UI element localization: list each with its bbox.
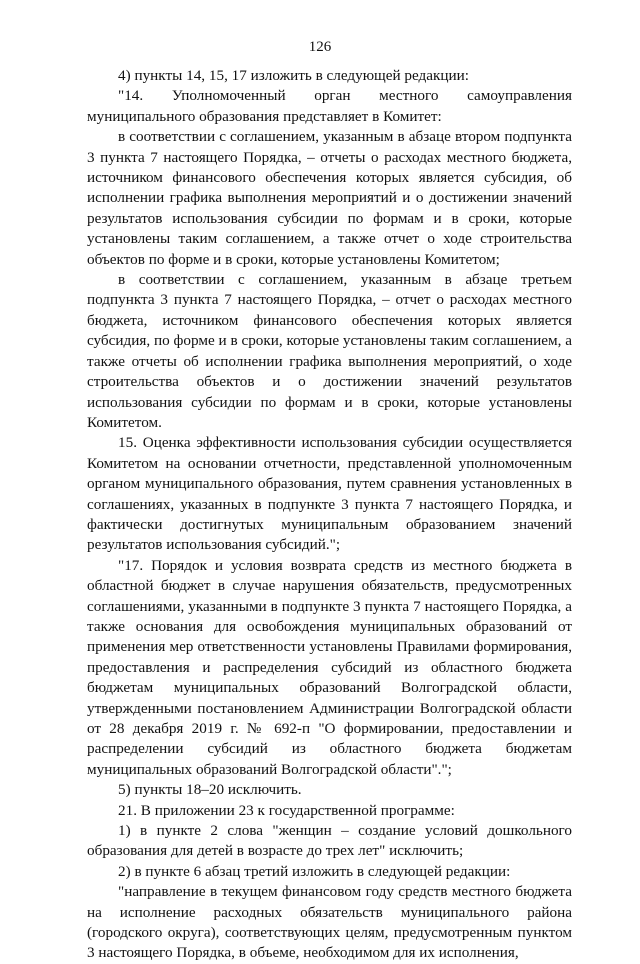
paragraph-subitem-2: 2) в пункте 6 абзац третий изложить в следующей редакции:	[118, 862, 511, 880]
paragraph-subitem-1: 1) в пункте 2 слова "женщин – создание условий дошкольного образования для детей в возрасте до трех лет" исключить;	[87, 822, 572, 860]
paragraph-point-14-intro: "14. Уполномоченный орган местного самоуправления муниципального образования представляет в Комитет:	[87, 87, 572, 125]
document-body	[87, 66, 572, 964]
paragraph-point-14-abzac-2: в соответствии с соглашением, указанным в абзаце втором подпункта 3 пункта 7 настоящего Порядка, – отчеты о расходах местного бюджета, источником финансового обеспечения которых является субсидия, об исполнении графика выполнения мероприятий и о достижении значений результатов использования субсидии по формам и в сроки, которые установлены таким соглашением, а также отчет о ходе строительства объектов по форме и в сроки, которые установлены Комитетом;	[87, 128, 572, 268]
paragraph-point-17: "17. Порядок и условия возврата средств из местного бюджета в областной бюджет в случае нарушения обязательств, предусмотренных соглашениями, указанными в подпункте 3 пункта 7 настоящего Порядка, а также основания для освобождения муниципальных образований от применения мер ответственности установлены Правилами формирования, предоставления и распределения субсидий из областного бюджета бюджетам муниципальных образований Волгоградской области, утвержденными постановлением Администрации Волгоградской области от 28 декабря 2019 г. № 692-п "О формировании, предоставлении и распределении субсидий из областного бюджета бюджетам муниципальных образований Волгоградской области".";	[87, 556, 572, 778]
page-number: 126	[308, 39, 332, 55]
paragraph-item-5: 5) пункты 18–20 исключить.	[118, 781, 302, 799]
paragraph-section-21: 21. В приложении 23 к государственной программе:	[118, 801, 455, 819]
paragraph-item-4: 4) пункты 14, 15, 17 изложить в следующей редакции:	[118, 67, 470, 84]
paragraph-new-abzac: "направление в текущем финансовом году средств местного бюджета на исполнение расходных обязательств муниципального района (городского округа), соответствующих целям, предусмотренным пунктом 3 настоящего Порядка, в объеме, необходимом для их исполнения,	[87, 883, 572, 962]
paragraph-point-15: 15. Оценка эффективности использования субсидии осуществляется Комитетом на основании отчетности, представленной уполномоченным органом муниципального образования, путем сравнения установленных в соглашениях, указанных в подпункте 3 пункта 7 настоящего Порядка, и фактически достигнутых муниципальным образованием значений результатов использования субсидий.";	[87, 434, 572, 554]
paragraph-point-14-abzac-3: в соответствии с соглашением, указанным в абзаце третьем подпункта 3 пункта 7 настоящего Порядка, – отчет о расходах местного бюджета, источником финансового обеспечения которых является субсидия, по форме и в сроки, которые установлены таким соглашением, а также отчеты об исполнении графика выполнения мероприятий, о ходе строительства объектов и о достижении значений результатов использования субсидии по формам и в сроки, которые установлены Комитетом.	[87, 271, 572, 431]
